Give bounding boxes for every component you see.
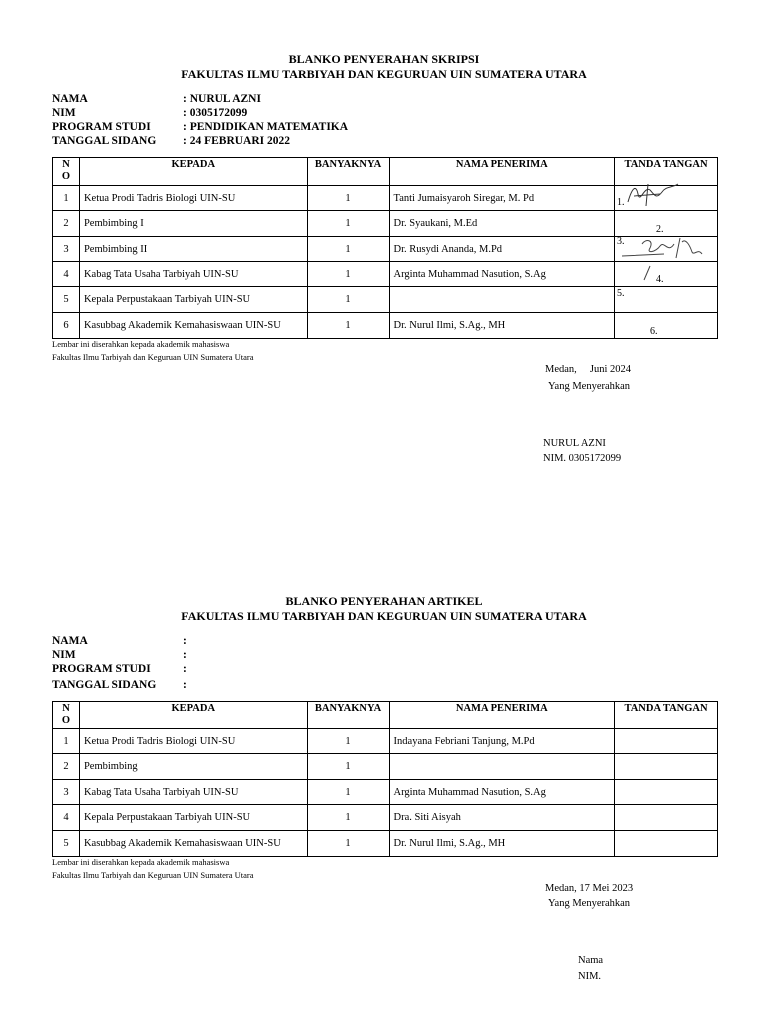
doc1-label-tanggal: TANGGAL SIDANG	[52, 135, 157, 147]
doc2-label-prodi: PROGRAM STUDI	[52, 663, 151, 675]
doc1-note-line1: Lembar ini diserahkan kepada akademik mahasiswa	[52, 339, 230, 349]
row-penerima: Tanti Jumaisyaroh Siregar, M. Pd	[389, 186, 615, 211]
doc1-value-nama: : NURUL AZNI	[183, 93, 261, 105]
sig-number-6: 6.	[650, 326, 658, 337]
row-kepada: Kabag Tata Usaha Tarbiyah UIN-SU	[79, 262, 307, 287]
row-kepada: Pembimbing	[79, 754, 307, 780]
row-banyak: 1	[307, 211, 389, 237]
row-penerima: Dr. Nurul Ilmi, S.Ag., MH	[389, 831, 615, 857]
row-penerima	[389, 754, 615, 780]
row-penerima: Dr. Rusydi Ananda, M.Pd	[389, 237, 615, 262]
row-no: 6	[53, 313, 80, 339]
doc2-value-nim: :	[183, 649, 187, 661]
header-penerima: NAMA PENERIMA	[389, 158, 615, 186]
sig-number-2: 2.	[656, 224, 664, 235]
header-banyaknya: BANYAKNYA	[307, 158, 389, 186]
row-no: 3	[53, 237, 80, 262]
row-banyak: 1	[307, 237, 389, 262]
row-ttd	[615, 754, 718, 780]
row-banyak: 1	[307, 313, 389, 339]
row-ttd	[615, 805, 718, 831]
row-no: 2	[53, 211, 80, 237]
row-ttd	[615, 313, 718, 339]
doc1-sign-name: NURUL AZNI	[543, 438, 606, 449]
row-banyak: 1	[307, 805, 389, 831]
table-row	[53, 211, 718, 237]
doc2-sign-nim: NIM.	[578, 971, 602, 982]
row-kepada: Kepala Perpustakaan Tarbiyah UIN-SU	[79, 805, 307, 831]
row-kepada: Kabag Tata Usaha Tarbiyah UIN-SU	[79, 780, 307, 805]
row-banyak: 1	[307, 729, 389, 754]
row-no: 1	[53, 729, 80, 754]
table-row	[53, 262, 718, 287]
sig-number-4: 4.	[656, 274, 664, 285]
header-ttd: TANDA TANGAN	[615, 702, 718, 729]
row-kepada: Kasubbag Akademik Kemahasiswaan UIN-SU	[79, 313, 307, 339]
row-no: 5	[53, 287, 80, 313]
doc2-table	[52, 701, 718, 857]
row-kepada: Pembimbing I	[79, 211, 307, 237]
doc1-label-prodi: PROGRAM STUDI	[52, 121, 151, 133]
doc2-label-tanggal: TANGGAL SIDANG	[52, 679, 157, 691]
doc2-title: BLANKO PENYERAHAN ARTIKEL	[285, 594, 483, 608]
doc2-sign-name: Nama	[578, 955, 604, 966]
doc1-table	[52, 157, 718, 339]
handwritten-signature-4	[640, 262, 660, 282]
handwritten-signature-1	[620, 180, 690, 210]
row-kepada: Kasubbag Akademik Kemahasiswaan UIN-SU	[79, 831, 307, 857]
header-kepada: KEPADA	[79, 702, 307, 729]
row-ttd	[615, 262, 718, 287]
sig-number-5: 5.	[617, 288, 625, 299]
row-banyak: 1	[307, 780, 389, 805]
row-penerima	[389, 287, 615, 313]
row-banyak: 1	[307, 831, 389, 857]
doc2-value-tanggal: :	[183, 679, 187, 691]
doc2-yang-menyerahkan: Yang Menyerahkan	[548, 898, 631, 909]
row-ttd	[615, 780, 718, 805]
row-penerima: Dr. Nurul Ilmi, S.Ag., MH	[389, 313, 615, 339]
header-kepada: KEPADA	[79, 158, 307, 186]
row-ttd	[615, 831, 718, 857]
row-no: 4	[53, 262, 80, 287]
doc1-value-nim: : 0305172099	[183, 107, 248, 119]
table-row	[53, 780, 718, 805]
doc1-title: BLANKO PENYERAHAN SKRIPSI	[288, 52, 480, 66]
row-banyak: 1	[307, 287, 389, 313]
header-no: N O	[53, 158, 80, 186]
sig-number-1: 1.	[617, 197, 625, 208]
table-row	[53, 831, 718, 857]
table-header-row	[53, 158, 718, 186]
row-banyak: 1	[307, 754, 389, 780]
row-penerima: Dr. Syaukani, M.Ed	[389, 211, 615, 237]
row-banyak: 1	[307, 262, 389, 287]
table-row	[53, 313, 718, 339]
doc2-value-prodi: :	[183, 663, 187, 675]
row-ttd	[615, 211, 718, 237]
doc2-faculty-title: FAKULTAS ILMU TARBIYAH DAN KEGURUAN UIN SUMATERA UTARA	[181, 609, 587, 623]
row-penerima: Arginta Muhammad Nasution, S.Ag	[389, 262, 615, 287]
row-kepada: Kepala Perpustakaan Tarbiyah UIN-SU	[79, 287, 307, 313]
header-no: N O	[53, 702, 80, 729]
doc2-place-date: Medan, 17 Mei 2023	[545, 883, 634, 894]
doc1-note-line2: Fakultas Ilmu Tarbiyah dan Keguruan UIN Sumatera Utara	[52, 352, 254, 362]
table-header-row	[53, 702, 718, 729]
doc2-note-line2: Fakultas Ilmu Tarbiyah dan Keguruan UIN Sumatera Utara	[52, 870, 254, 880]
header-penerima: NAMA PENERIMA	[389, 702, 615, 729]
doc2-note-line1: Lembar ini diserahkan kepada akademik mahasiswa	[52, 857, 230, 867]
doc2-label-nim: NIM	[52, 649, 76, 661]
doc2-value-nama: :	[183, 635, 187, 647]
row-kepada: Pembimbing II	[79, 237, 307, 262]
doc1-value-prodi: : PENDIDIKAN MATEMATIKA	[183, 121, 349, 133]
row-no: 1	[53, 186, 80, 211]
row-kepada: Ketua Prodi Tadris Biologi UIN-SU	[79, 186, 307, 211]
row-ttd	[615, 729, 718, 754]
doc1-sign-nim: NIM. 0305172099	[543, 453, 622, 464]
row-no: 4	[53, 805, 80, 831]
doc1-yang-menyerahkan: Yang Menyerahkan	[548, 381, 631, 392]
header-banyaknya: BANYAKNYA	[307, 702, 389, 729]
doc1-faculty-title: FAKULTAS ILMU TARBIYAH DAN KEGURUAN UIN SUMATERA UTARA	[181, 67, 587, 81]
header-ttd: TANDA TANGAN	[615, 158, 718, 186]
handwritten-signature-3	[620, 234, 720, 262]
table-row	[53, 729, 718, 754]
row-kepada: Ketua Prodi Tadris Biologi UIN-SU	[79, 729, 307, 754]
row-ttd	[615, 287, 718, 313]
table-row	[53, 805, 718, 831]
sig-number-3: 3.	[617, 236, 625, 247]
doc1-place-date: Medan, Juni 2024	[545, 364, 632, 375]
row-penerima: Arginta Muhammad Nasution, S.Ag	[389, 780, 615, 805]
row-penerima: Indayana Febriani Tanjung, M.Pd	[389, 729, 615, 754]
row-penerima: Dra. Siti Aisyah	[389, 805, 615, 831]
row-no: 2	[53, 754, 80, 780]
row-no: 5	[53, 831, 80, 857]
table-row	[53, 754, 718, 780]
row-no: 3	[53, 780, 80, 805]
doc1-label-nim: NIM	[52, 107, 76, 119]
doc1-label-nama: NAMA	[52, 93, 88, 105]
doc1-value-tanggal: : 24 FEBRUARI 2022	[183, 135, 291, 147]
row-banyak: 1	[307, 186, 389, 211]
doc2-label-nama: NAMA	[52, 635, 88, 647]
